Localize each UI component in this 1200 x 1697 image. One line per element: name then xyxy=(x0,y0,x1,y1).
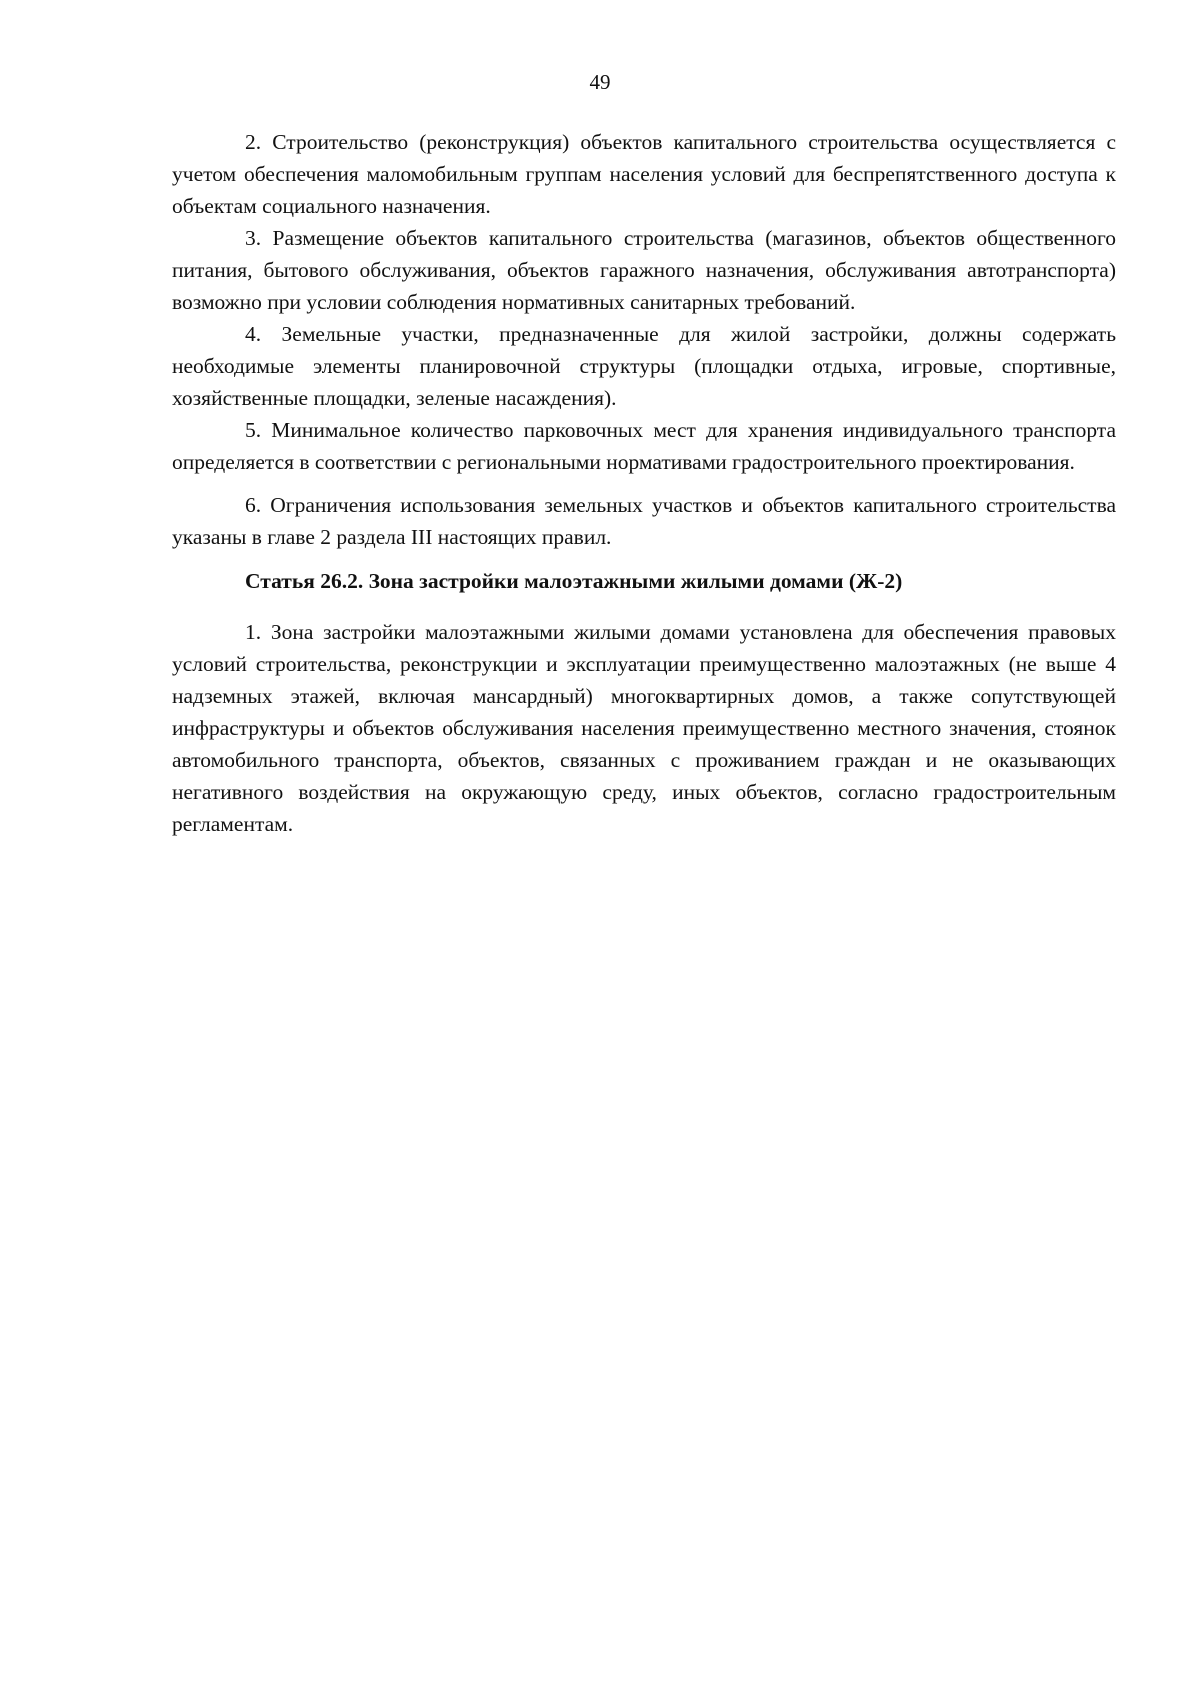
document-body xyxy=(172,126,1116,840)
paragraph-item-3: 3. Размещение объектов капитального строительства (магазинов, объектов общественного питания, бытового обслуживания, объектов гаражного назначения, обслуживания автотранспорта) возможно при условии соблюдения нормативных санитарных требований. xyxy=(172,226,1116,314)
paragraph-item-4: 4. Земельные участки, предназначенные для жилой застройки, должны содержать необходимые элементы планировочной структуры (площадки отдыха, игровые, спортивные, хозяйственные площадки, зеленые насаждения). xyxy=(172,322,1116,410)
page-number: 49 xyxy=(589,70,611,94)
article-paragraph-1: 1. Зона застройки малоэтажными жилыми домами установлена для обеспечения правовых условий строительства, реконструкции и эксплуатации преимущественно малоэтажных (не выше 4 надземных этажей, включая мансардный) многоквартирных домов, а также сопутствующей инфраструктуры и объектов обслуживания населения преимущественно местного значения, стоянок автомобильного транспорта, объектов, связанных с проживанием граждан и не оказывающих негативного воздействия на окружающую среду, иных объектов, согласно градостроительным регламентам. xyxy=(172,620,1116,836)
article-heading: Статья 26.2. Зона застройки малоэтажными жилыми домами (Ж-2) xyxy=(245,569,903,593)
paragraph-item-2: 2. Строительство (реконструкция) объектов капитального строительства осуществляется с учетом обеспечения маломобильным группам населения условий для беспрепятственного доступа к объектам социального назначения. xyxy=(172,130,1116,218)
paragraph-item-6: 6. Ограничения использования земельных участков и объектов капитального строительства указаны в главе 2 раздела III настоящих правил. xyxy=(172,493,1116,549)
paragraph-item-5: 5. Минимальное количество парковочных мест для хранения индивидуального транспорта определяется в соответствии с региональными нормативами градостроительного проектирования. xyxy=(172,418,1116,474)
